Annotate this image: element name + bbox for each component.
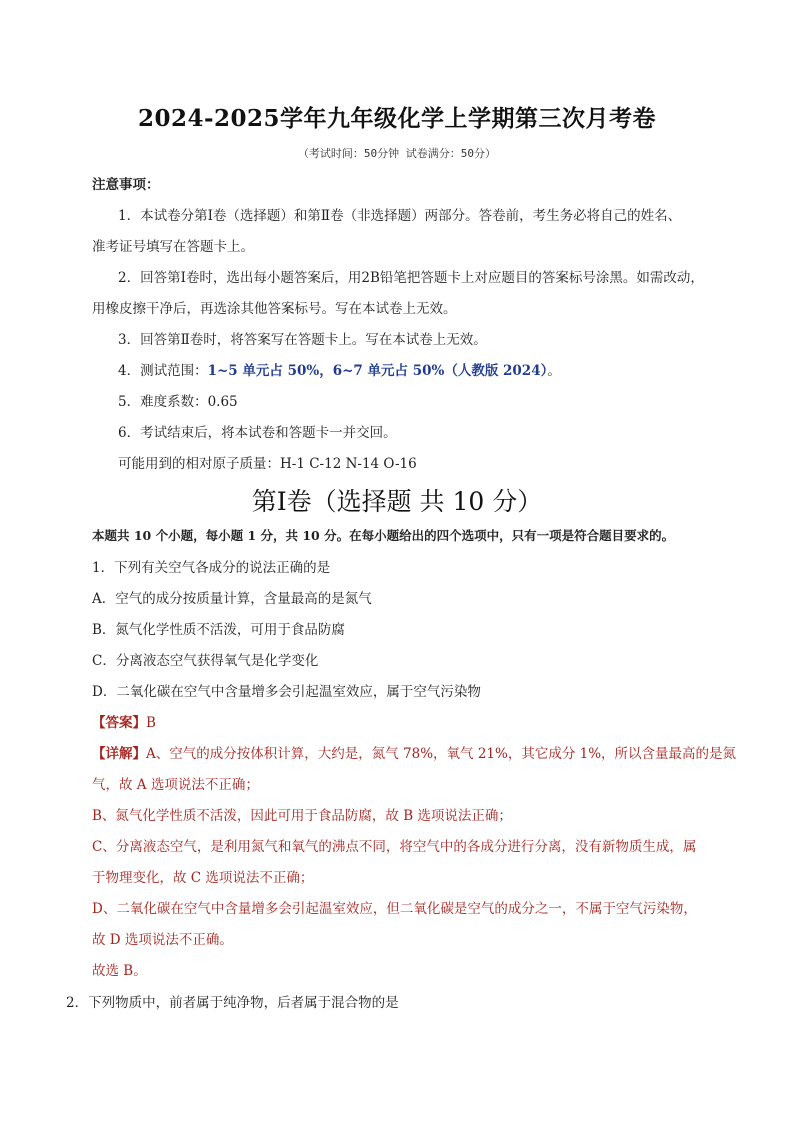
section-1-title: 第Ⅰ卷（选择题 共 10 分） [251,487,543,516]
detail-b: B、氮气化学性质不活泼，因此可用于食品防腐，故 B 选项说法正确； [92,808,512,824]
detail-d-line-1: D、二氧化碳在空气中含量增多会引起温室效应，但二氧化碳是空气的成分之一，不属于空气污染物， [92,901,697,917]
note-item-6: 6．考试结束后，将本试卷和答题卡一并交回。 [118,425,397,441]
detail-a-text: A、空气的成分按体积计算，大约是，氮气 78%，氧气 21%，其它成分 1%，所以含量最高的是氮 [146,746,737,762]
question-1-option-a: A．空气的成分按质量计算，含量最高的是氮气 [92,591,372,607]
question-1-stem: 1．下列有关空气各成分的说法正确的是 [92,560,331,576]
answer-label: 【答案】 [92,715,146,731]
detail-conclusion: 故选 B。 [92,963,147,979]
test-scope-highlight: 1~5 单元占 50%，6~7 单元占 50%（人教版 2024） [207,363,548,379]
note-item-4-prefix: 4．测试范围： [118,363,208,379]
note-item-4 [118,362,561,380]
detail-a-line-2: 气，故 A 选项说法不正确； [92,777,259,793]
detail-c-line-2: 于物理变化，故 C 选项说法不正确； [92,870,314,886]
answer-value: B [146,715,156,731]
page-title: 2024-2025学年九年级化学上学期第三次月考卷 [137,105,657,132]
question-2-stem: 2．下列物质中，前者属于纯净物，后者属于混合物的是 [66,995,399,1011]
question-1-option-c: C．分离液态空气获得氧气是化学变化 [92,653,319,669]
exam-duration-subtitle: （考试时间：50分钟 试卷满分：50分） [297,147,497,160]
question-1-option-b: B．氮气化学性质不活泼，可用于食品防腐 [92,622,345,638]
note-item-2-line-2: 用橡皮擦干净后，再选涂其他答案标号。写在本试卷上无效。 [92,301,457,317]
detail-label: 【详解】 [92,746,146,762]
note-item-4-suffix: 。 [547,363,561,379]
section-1-instruction: 本题共 10 个小题，每小题 1 分，共 10 分。在每小题给出的四个选项中，只有一项是符合题目要求的。 [92,528,675,543]
note-item-2-line-1: 2．回答第Ⅰ卷时，选出每小题答案后，用2B铅笔把答题卡上对应题目的答案标号涂黑。如需改动， [118,270,704,286]
note-item-1-line-1: 1．本试卷分第Ⅰ卷（选择题）和第Ⅱ卷（非选择题）两部分。答卷前，考生务必将自己的姓名、 [118,208,682,224]
question-1-option-d: D．二氧化碳在空气中含量增多会引起温室效应，属于空气污染物 [92,684,481,700]
note-item-5: 5．难度系数：0.65 [118,394,238,410]
atomic-mass-list: 可能用到的相对原子质量：H-1 C-12 N-14 O-16 [118,456,417,472]
note-item-3: 3．回答第Ⅱ卷时，将答案写在答题卡上。写在本试卷上无效。 [118,332,487,348]
detail-c-line-1: C、分离液态空气，是利用氮气和氧气的沸点不同，将空气中的各成分进行分离，没有新物质生成，属 [92,839,697,855]
question-1-answer [92,714,156,732]
detail-a-line-1 [92,745,736,763]
detail-d-line-2: 故 D 选项说法不正确。 [92,932,233,948]
notes-heading: 注意事项： [92,177,160,193]
note-item-1-line-2: 准考证号填写在答题卡上。 [92,239,254,255]
